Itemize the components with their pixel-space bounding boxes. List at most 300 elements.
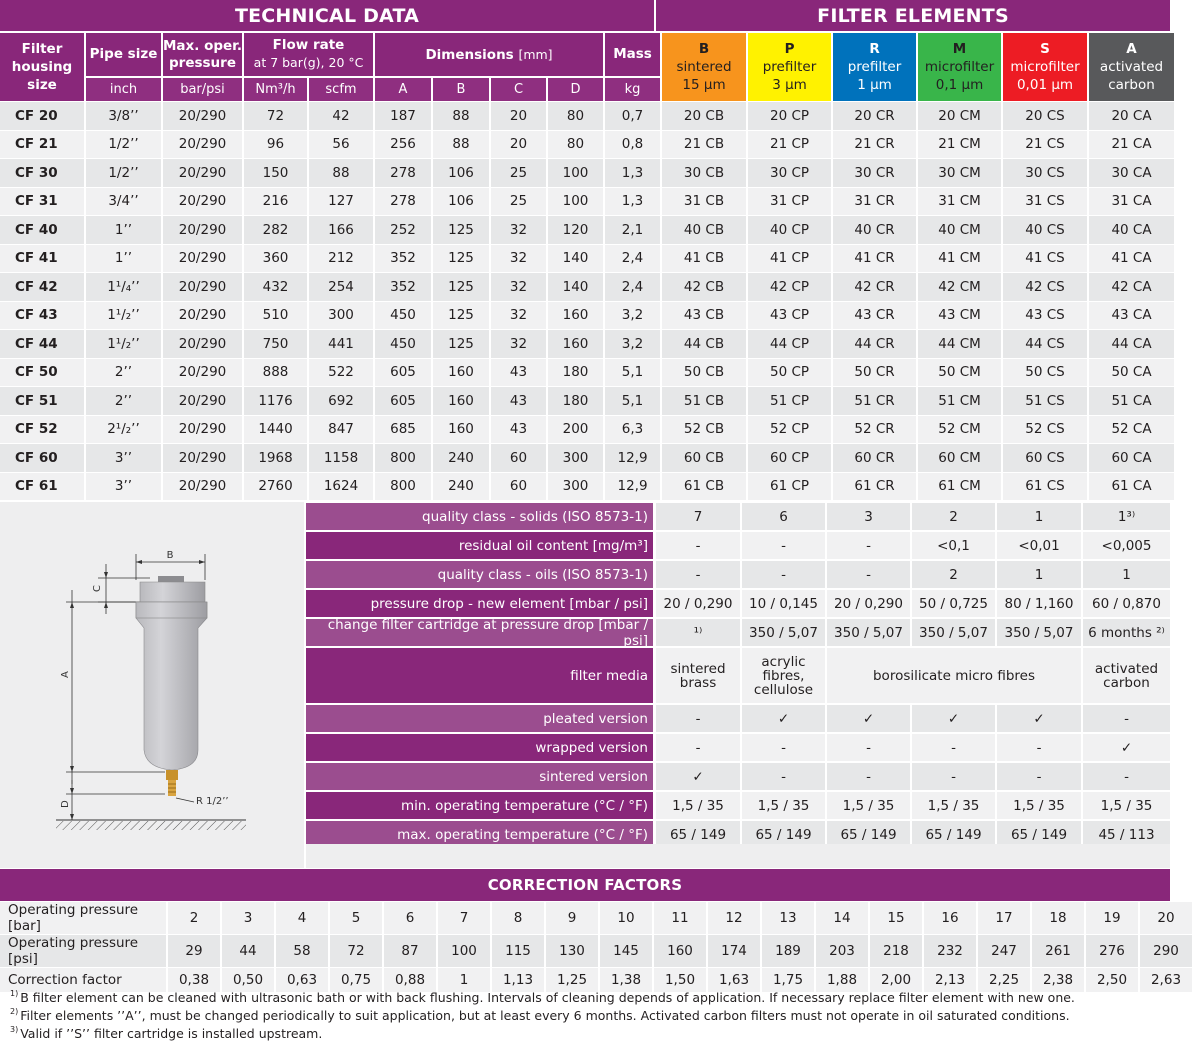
cell-b: 106 [433,187,489,216]
cell-element-code: 43 CB [662,301,746,330]
cell-pipe: 1/2’’ [86,158,161,187]
property-value: 6 months ²⁾ [1083,619,1170,646]
correction-value: 218 [870,934,922,967]
cell-a: 187 [375,101,431,130]
cell-element-code: 50 CA [1089,358,1174,387]
cell-element-code: 50 CS [1003,358,1087,387]
cell-scfm: 441 [309,329,373,358]
property-value: <0,1 [912,532,995,559]
cell-nm3: 432 [244,272,307,301]
cell-element-code: 42 CM [918,272,1001,301]
correction-value: 2,63 [1140,967,1192,992]
cell-d: 160 [548,329,603,358]
cell-c: 32 [491,244,546,273]
correction-value: 0,63 [276,967,328,992]
cell-element-code: 40 CB [662,215,746,244]
cell-nm3: 360 [244,244,307,273]
correction-value: 247 [978,934,1030,967]
cell-scfm: 127 [309,187,373,216]
correction-value: 1,38 [600,967,652,992]
footnote-2: $^{2)}$ Filter elements ’’A’’, must be changed periodically to suit application, but at least every 6 months. Activated carbon filters must not operate in oil saturated conditions. [10,1007,1070,1023]
cell-c: 32 [491,215,546,244]
properties-filler [306,844,1170,868]
property-value: - [827,734,910,761]
cell-element-code: 30 CB [662,158,746,187]
cell-nm3: 150 [244,158,307,187]
cell-element-code: 21 CS [1003,130,1087,159]
correction-factors-table [0,901,1194,992]
cell-nm3: 750 [244,329,307,358]
cell-element-code: 52 CP [748,415,831,444]
filter-media-value: activated carbon [1083,648,1170,703]
property-label: wrapped version [306,734,653,761]
cell-element-code: 42 CR [833,272,916,301]
cell-nm3: 1968 [244,443,307,472]
property-label: max. operating temperature (°C / °F) [306,821,653,848]
cell-element-code: 51 CB [662,386,746,415]
correction-value: 15 [870,901,922,934]
property-value: ¹⁾ [656,619,740,646]
correction-factors-banner [0,869,1170,901]
cell-a: 800 [375,472,431,501]
table-row [0,329,1174,358]
cell-element-code: 44 CS [1003,329,1087,358]
correction-value: 261 [1032,934,1084,967]
cell-housing-size: CF 60 [0,443,84,472]
cell-pipe: 2’’ [86,386,161,415]
cell-housing-size: CF 31 [0,187,84,216]
table-row [0,215,1174,244]
cell-c: 60 [491,443,546,472]
cell-pipe: 1/2’’ [86,130,161,159]
property-value: ✓ [1083,734,1170,761]
correction-value: 1,13 [492,967,544,992]
cell-d: 180 [548,358,603,387]
cell-scfm: 300 [309,301,373,330]
label-dim-a: A [60,671,71,678]
cell-element-code: 52 CR [833,415,916,444]
property-value: - [997,734,1081,761]
correction-value: 29 [168,934,220,967]
cell-nm3: 96 [244,130,307,159]
cell-nm3: 216 [244,187,307,216]
property-value: <0,01 [997,532,1081,559]
cell-housing-size: CF 30 [0,158,84,187]
property-value: 350 / 5,07 [997,619,1081,646]
cell-element-code: 30 CM [918,158,1001,187]
property-value: 45 / 113 [1083,821,1170,848]
cell-element-code: 44 CB [662,329,746,358]
cell-element-code: 31 CM [918,187,1001,216]
header-pipe-size: Pipe size [86,33,161,76]
table-row [0,358,1174,387]
correction-value: 72 [330,934,382,967]
cell-element-code: 43 CA [1089,301,1174,330]
property-value: - [742,561,825,588]
property-value: 1,5 / 35 [656,792,740,819]
property-value: 80 / 1,160 [997,590,1081,617]
cell-element-code: 42 CP [748,272,831,301]
property-value: 1 [997,561,1081,588]
cell-b: 88 [433,130,489,159]
cell-pipe: 1¹/₄’’ [86,272,161,301]
cell-element-code: 52 CM [918,415,1001,444]
property-value: - [656,705,740,732]
property-value: - [912,734,995,761]
property-value: 350 / 5,07 [912,619,995,646]
cell-pressure: 20/290 [163,244,242,273]
cell-b: 240 [433,472,489,501]
unit-pressure: bar/psi [163,76,242,101]
correction-value: 145 [600,934,652,967]
property-value: - [1083,763,1170,790]
cell-scfm: 1624 [309,472,373,501]
cell-element-code: 30 CR [833,158,916,187]
cell-element-code: 21 CP [748,130,831,159]
cell-kg: 6,3 [605,415,660,444]
cell-d: 200 [548,415,603,444]
cell-element-code: 51 CS [1003,386,1087,415]
cell-pressure: 20/290 [163,158,242,187]
cell-c: 60 [491,472,546,501]
property-value: 65 / 149 [742,821,825,848]
cell-a: 605 [375,386,431,415]
cell-a: 450 [375,329,431,358]
table-row [0,415,1174,444]
property-value: 1,5 / 35 [742,792,825,819]
correction-value: 1,75 [762,967,814,992]
label-dim-b: B [166,550,174,561]
correction-value: 130 [546,934,598,967]
cell-kg: 3,2 [605,329,660,358]
cell-pipe: 1’’ [86,244,161,273]
cell-kg: 5,1 [605,358,660,387]
cell-b: 160 [433,386,489,415]
property-value: 1,5 / 35 [827,792,910,819]
label-dim-d: D [60,800,71,808]
cell-b: 106 [433,158,489,187]
cell-element-code: 61 CR [833,472,916,501]
property-value: 1,5 / 35 [912,792,995,819]
cell-nm3: 282 [244,215,307,244]
correction-value: 100 [438,934,490,967]
unit-dim-d: D [548,76,603,101]
cell-element-code: 61 CP [748,472,831,501]
correction-value: 7 [438,901,490,934]
footnote-3: $^{3)}$ Valid if ’’S’’ filter cartridge is installed upstream. [10,1025,323,1041]
cell-element-code: 42 CB [662,272,746,301]
correction-row [0,934,1192,967]
correction-value: 14 [816,901,868,934]
property-value: - [656,561,740,588]
cell-element-code: 51 CA [1089,386,1174,415]
cell-a: 605 [375,358,431,387]
correction-value: 8 [492,901,544,934]
cell-housing-size: CF 21 [0,130,84,159]
correction-value: 0,38 [168,967,220,992]
cell-housing-size: CF 40 [0,215,84,244]
correction-value: 19 [1086,901,1138,934]
cell-d: 300 [548,472,603,501]
element-header-A: A activated carbon [1089,33,1174,101]
property-label: quality class - oils (ISO 8573-1) [306,561,653,588]
cell-element-code: 61 CS [1003,472,1087,501]
correction-value: 16 [924,901,976,934]
cell-scfm: 212 [309,244,373,273]
header-dimensions: Dimensions [mm] [375,33,603,76]
filter-housing-drawing [0,502,304,868]
property-value: 65 / 149 [912,821,995,848]
cell-nm3: 1176 [244,386,307,415]
table-row [0,187,1174,216]
cell-pressure: 20/290 [163,386,242,415]
property-value: 350 / 5,07 [827,619,910,646]
cell-element-code: 20 CA [1089,101,1174,130]
cell-housing-size: CF 51 [0,386,84,415]
correction-row-label: Correction factor [0,967,166,992]
cell-pipe: 1¹/₂’’ [86,329,161,358]
cell-b: 160 [433,358,489,387]
correction-factors-title: CORRECTION FACTORS [487,876,683,894]
cell-c: 43 [491,358,546,387]
cell-b: 240 [433,443,489,472]
cell-element-code: 60 CS [1003,443,1087,472]
property-value: 7 [656,503,740,530]
label-drain-port: R 1/2’’ [196,796,229,807]
table-row [0,301,1174,330]
property-value: 60 / 0,870 [1083,590,1170,617]
cell-pipe: 1’’ [86,215,161,244]
correction-value: 17 [978,901,1030,934]
cell-c: 20 [491,101,546,130]
cell-pressure: 20/290 [163,329,242,358]
property-value: 20 / 0,290 [656,590,740,617]
correction-value: 9 [546,901,598,934]
cell-pressure: 20/290 [163,358,242,387]
correction-value: 189 [762,934,814,967]
cell-a: 278 [375,158,431,187]
correction-value: 160 [654,934,706,967]
property-value: ✓ [742,705,825,732]
header-flow-rate: Flow rate at 7 bar(g), 20 °C [244,33,373,76]
property-value: <0,005 [1083,532,1170,559]
cell-a: 352 [375,272,431,301]
property-value: - [827,561,910,588]
property-value: 2 [912,503,995,530]
cell-scfm: 1158 [309,443,373,472]
unit-dim-b: B [433,76,489,101]
cell-pressure: 20/290 [163,415,242,444]
cell-pressure: 20/290 [163,187,242,216]
property-value: 1 [1083,561,1170,588]
property-value: ✓ [912,705,995,732]
cell-a: 800 [375,443,431,472]
cell-element-code: 31 CA [1089,187,1174,216]
correction-value: 174 [708,934,760,967]
cell-housing-size: CF 20 [0,101,84,130]
unit-dim-c: C [491,76,546,101]
cell-a: 252 [375,215,431,244]
property-value: 3 [827,503,910,530]
property-value: - [997,763,1081,790]
correction-value: 2,25 [978,967,1030,992]
cell-element-code: 30 CA [1089,158,1174,187]
cell-a: 352 [375,244,431,273]
element-header-B: B sintered 15 µm [662,33,746,101]
cell-d: 80 [548,130,603,159]
cell-b: 160 [433,415,489,444]
correction-row [0,901,1192,934]
cell-element-code: 60 CP [748,443,831,472]
cell-c: 25 [491,158,546,187]
cell-b: 125 [433,244,489,273]
property-value: 350 / 5,07 [742,619,825,646]
property-value: ✓ [997,705,1081,732]
property-value: - [827,532,910,559]
cell-d: 300 [548,443,603,472]
cell-b: 88 [433,101,489,130]
correction-value: 115 [492,934,544,967]
cell-element-code: 40 CA [1089,215,1174,244]
cell-pressure: 20/290 [163,301,242,330]
correction-value: 2,00 [870,967,922,992]
table-row [0,158,1174,187]
cell-element-code: 30 CP [748,158,831,187]
property-value: - [742,763,825,790]
cell-element-code: 43 CP [748,301,831,330]
cell-element-code: 42 CA [1089,272,1174,301]
cell-d: 80 [548,101,603,130]
property-label: change filter cartridge at pressure drop [mbar / psi] [306,619,653,646]
technical-data-title: TECHNICAL DATA [234,4,420,27]
cell-element-code: 44 CR [833,329,916,358]
cell-element-code: 60 CR [833,443,916,472]
cell-pressure: 20/290 [163,101,242,130]
cell-element-code: 40 CM [918,215,1001,244]
cell-element-code: 44 CA [1089,329,1174,358]
header-filter-housing-size: Filter housing size [0,33,84,101]
element-header-R: R prefilter 1 µm [833,33,916,101]
cell-element-code: 50 CB [662,358,746,387]
cell-d: 120 [548,215,603,244]
correction-value: 20 [1140,901,1192,934]
cell-a: 256 [375,130,431,159]
cell-element-code: 51 CR [833,386,916,415]
cell-kg: 0,7 [605,101,660,130]
cell-element-code: 60 CA [1089,443,1174,472]
element-header-M: M microfilter 0,1 µm [918,33,1001,101]
property-value: - [912,763,995,790]
cell-element-code: 31 CB [662,187,746,216]
cell-element-code: 43 CR [833,301,916,330]
property-value: 65 / 149 [827,821,910,848]
correction-value: 4 [276,901,328,934]
cell-pipe: 3/8’’ [86,101,161,130]
property-value: 1,5 / 35 [997,792,1081,819]
cell-element-code: 52 CA [1089,415,1174,444]
property-value: ✓ [827,705,910,732]
unit-flow-scfm: scfm [309,76,373,101]
cell-d: 140 [548,272,603,301]
property-value: - [656,532,740,559]
filter-media-value: borosilicate micro fibres [827,648,1081,703]
correction-value: 44 [222,934,274,967]
correction-value: 2 [168,901,220,934]
property-label: residual oil content [mg/m³] [306,532,653,559]
property-value: - [742,734,825,761]
table-row [0,244,1174,273]
correction-value: 11 [654,901,706,934]
property-value: - [742,532,825,559]
cell-element-code: 31 CS [1003,187,1087,216]
cell-b: 125 [433,329,489,358]
table-row [0,443,1174,472]
cell-scfm: 56 [309,130,373,159]
cell-c: 43 [491,415,546,444]
cell-pipe: 3/4’’ [86,187,161,216]
cell-kg: 12,9 [605,472,660,501]
filter-media-value: acrylic fibres, cellulose [742,648,825,703]
cell-housing-size: CF 50 [0,358,84,387]
correction-row-label: Operating pressure [bar] [0,901,166,934]
cell-housing-size: CF 41 [0,244,84,273]
correction-value: 290 [1140,934,1192,967]
cell-c: 32 [491,329,546,358]
property-value: 1³⁾ [1083,503,1170,530]
correction-value: 13 [762,901,814,934]
cell-element-code: 60 CM [918,443,1001,472]
property-value: 10 / 0,145 [742,590,825,617]
cell-scfm: 166 [309,215,373,244]
cell-kg: 5,1 [605,386,660,415]
cell-pipe: 3’’ [86,443,161,472]
cell-c: 20 [491,130,546,159]
table-row [0,130,1174,159]
cell-element-code: 50 CP [748,358,831,387]
cell-scfm: 42 [309,101,373,130]
correction-value: 12 [708,901,760,934]
cell-kg: 2,4 [605,272,660,301]
cell-element-code: 44 CP [748,329,831,358]
cell-element-code: 40 CS [1003,215,1087,244]
cell-element-code: 41 CP [748,244,831,273]
correction-value: 1,88 [816,967,868,992]
cell-b: 125 [433,215,489,244]
cell-nm3: 888 [244,358,307,387]
property-value: 2 [912,561,995,588]
property-label: pressure drop - new element [mbar / psi] [306,590,653,617]
cell-element-code: 61 CA [1089,472,1174,501]
filter-drawing-panel [0,502,304,868]
cell-c: 43 [491,386,546,415]
correction-value: 87 [384,934,436,967]
cell-element-code: 40 CP [748,215,831,244]
correction-value: 2,38 [1032,967,1084,992]
cell-scfm: 254 [309,272,373,301]
property-value: 1 [997,503,1081,530]
cell-pipe: 1¹/₂’’ [86,301,161,330]
cell-element-code: 20 CR [833,101,916,130]
cell-element-code: 42 CS [1003,272,1087,301]
property-label: pleated version [306,705,653,732]
unit-mass: kg [605,76,660,101]
correction-value: 2,13 [924,967,976,992]
cell-element-code: 41 CM [918,244,1001,273]
cell-kg: 1,3 [605,158,660,187]
cell-b: 125 [433,301,489,330]
cell-c: 25 [491,187,546,216]
cell-kg: 0,8 [605,130,660,159]
